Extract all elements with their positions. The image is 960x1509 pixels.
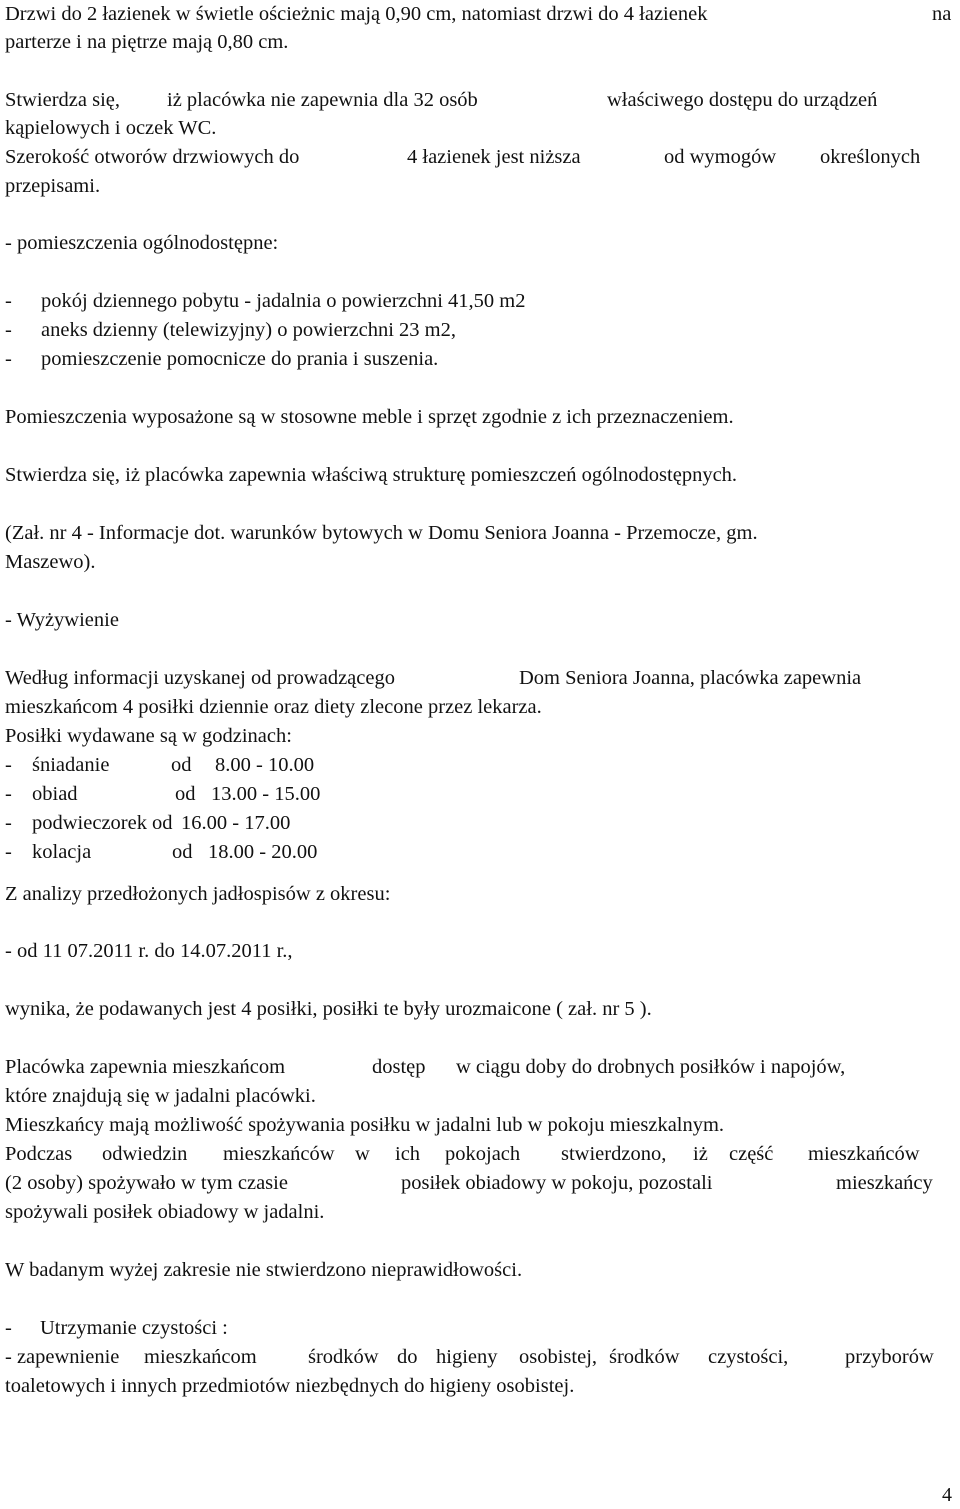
text-segment: stwierdzono, (561, 1143, 667, 1165)
meal-time: 13.00 - 15.00 (211, 783, 321, 805)
meal-dash: - (5, 812, 12, 834)
meal-time: 8.00 - 10.00 (215, 754, 315, 776)
text-line: przepisami. (5, 175, 101, 197)
meal-from: od (171, 754, 192, 776)
text-line: Stwierdza się, iż placówka zapewnia właściwą strukturę pomieszczeń ogólnodostępnych. (5, 464, 738, 486)
section-dash: - (5, 1317, 12, 1339)
meal-name: kolacja (32, 841, 92, 863)
text-segment: iż placówka nie zapewnia dla 32 osób (167, 89, 478, 111)
text-segment: część (729, 1143, 774, 1165)
list-dash: - (5, 319, 12, 341)
text-segment: Szerokość otworów drzwiowych do (5, 146, 300, 168)
text-segment: Placówka zapewnia mieszkańcom (5, 1056, 286, 1078)
text-segment: określonych (820, 146, 921, 168)
meal-from: od (172, 841, 193, 863)
text-line: wynika, że podawanych jest 4 posiłki, posiłki te były urozmaicone ( zał. nr 5 ). (5, 998, 652, 1020)
text-segment: w ciągu doby do drobnych posiłków i napojów, (456, 1056, 846, 1078)
text-segment: przyborów (845, 1346, 934, 1368)
list-item (5, 349, 438, 370)
text-line: Pomieszczenia wyposażone są w stosowne meble i sprzęt zgodnie z ich przeznaczeniem. (5, 406, 734, 428)
text-line: Z analizy przedłożonych jadłospisów z okresu: (5, 883, 391, 905)
text-segment: odwiedzin (102, 1143, 188, 1165)
list-item (5, 291, 525, 312)
text-segment: Według informacji uzyskanej od prowadzącego (5, 667, 395, 689)
text-segment: Drzwi do 2 łazienek w świetle ościeżnic mają 0,90 cm, natomiast drzwi do 4 łazienek (5, 3, 708, 25)
meal-name: podwieczorek (32, 812, 147, 834)
meal-from: od (152, 812, 173, 834)
text-segment: 4 łazienek jest niższa (407, 146, 581, 168)
meal-name: obiad (32, 783, 78, 805)
meal-dash: - (5, 754, 12, 776)
text-segment: (2 osoby) spożywało w tym czasie (5, 1172, 288, 1194)
text-segment: - zapewnienie (5, 1346, 120, 1368)
list-item-text: pokój dziennego pobytu - jadalnia o powierzchni 41,50 m2 (41, 290, 526, 312)
text-line: Posiłki wydawane są w godzinach: (5, 725, 292, 747)
text-segment: właściwego dostępu do urządzeń (607, 89, 878, 111)
meal-from: od (175, 783, 196, 805)
meal-time: 18.00 - 20.00 (208, 841, 318, 863)
text-segment: mieszkańcom (144, 1346, 257, 1368)
text-line: W badanym wyżej zakresie nie stwierdzono nieprawidłowości. (5, 1259, 523, 1281)
text-line: toaletowych i innych przedmiotów niezbędnych do higieny osobistej. (5, 1375, 575, 1397)
text-segment: higieny (436, 1346, 498, 1368)
text-segment: do (397, 1346, 418, 1368)
text-line: Maszewo). (5, 551, 96, 573)
text-line: które znajdują się w jadalni placówki. (5, 1085, 316, 1107)
text-segment: Podczas (5, 1143, 73, 1165)
text-segment: Stwierdza się, (5, 89, 120, 111)
text-line (5, 4, 707, 25)
text-line: kąpielowych i oczek WC. (5, 117, 217, 139)
meal-time: 16.00 - 17.00 (181, 812, 291, 834)
list-item (5, 320, 456, 341)
text-line: mieszkańcom 4 posiłki dziennie oraz diety zlecone przez lekarza. (5, 696, 542, 718)
text-segment: osobistej, (519, 1346, 598, 1368)
text-segment: mieszkańców (808, 1143, 920, 1165)
text-segment: czystości, (708, 1346, 789, 1368)
meal-row (5, 755, 12, 776)
meal-name: śniadanie (32, 754, 110, 776)
list-item-text: aneks dzienny (telewizyjny) o powierzchni 23 m2, (41, 319, 456, 341)
text-segment-end: na (932, 3, 952, 25)
text-segment: mieszkańcy (836, 1172, 933, 1194)
section-heading: - Wyżywienie (5, 609, 119, 631)
text-line: (Zał. nr 4 - Informacje dot. warunków bytowych w Domu Seniora Joanna - Przemocze, gm. (5, 522, 758, 544)
list-item-text: pomieszczenie pomocnicze do prania i suszenia. (41, 348, 439, 370)
text-line: Mieszkańcy mają możliwość spożywania posiłku w jadalni lub w pokoju mieszkalnym. (5, 1114, 725, 1136)
text-segment: mieszkańców (223, 1143, 335, 1165)
text-segment: środków (308, 1346, 379, 1368)
meal-row (5, 813, 12, 834)
text-segment: posiłek obiadowy w pokoju, pozostali (401, 1172, 713, 1194)
section-heading: - pomieszczenia ogólnodostępne: (5, 232, 279, 254)
list-dash: - (5, 290, 12, 312)
text-line: - od 11 07.2011 r. do 14.07.2011 r., (5, 940, 293, 962)
meal-row (5, 784, 12, 805)
text-segment: ich (395, 1143, 421, 1165)
meal-dash: - (5, 841, 12, 863)
page-number: 4 (942, 1484, 952, 1506)
text-segment: dostęp (372, 1056, 426, 1078)
meal-row (5, 842, 12, 863)
text-segment: środków (609, 1346, 680, 1368)
text-segment: Dom Seniora Joanna, placówka zapewnia (519, 667, 862, 689)
text-segment: w (355, 1143, 370, 1165)
text-segment: od wymogów (664, 146, 777, 168)
text-line: parterze i na piętrze mają 0,80 cm. (5, 31, 289, 53)
meal-dash: - (5, 783, 12, 805)
text-segment: pokojach (445, 1143, 521, 1165)
text-segment: iż (693, 1143, 708, 1165)
section-heading: Utrzymanie czystości : (40, 1317, 228, 1339)
text-line: spożywali posiłek obiadowy w jadalni. (5, 1201, 325, 1223)
list-dash: - (5, 348, 12, 370)
